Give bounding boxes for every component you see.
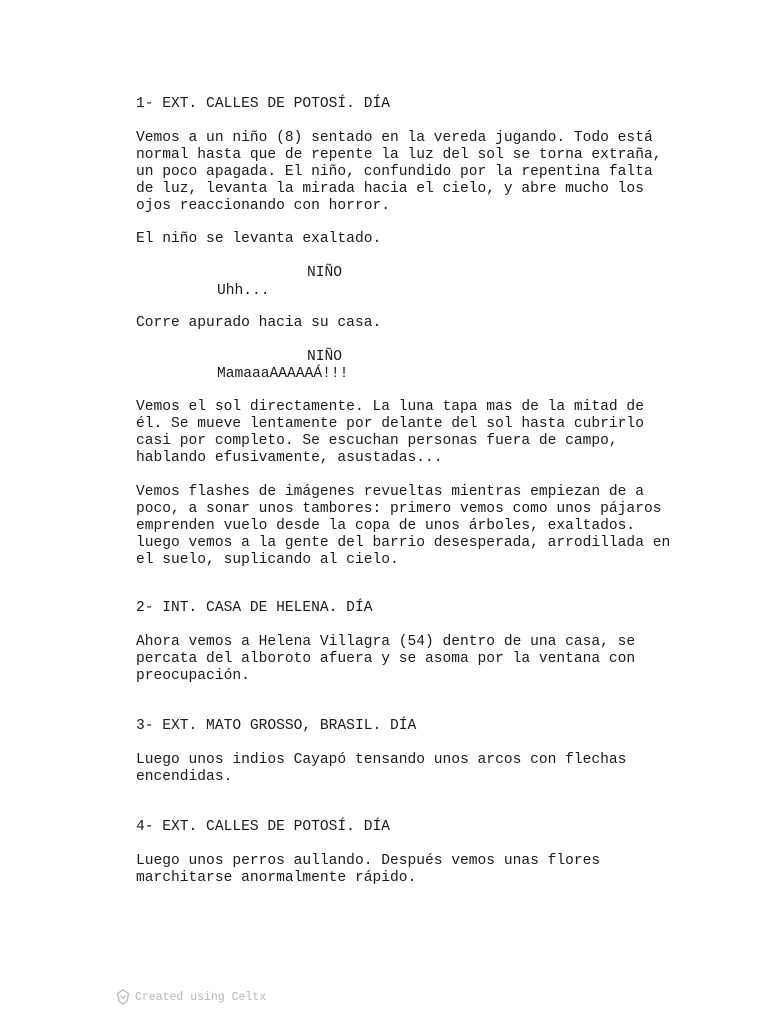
scene-heading-1: 1- EXT. CALLES DE POTOSÍ. DÍA <box>136 96 390 112</box>
action-paragraph: Corre apurado hacia su casa. <box>136 315 382 331</box>
celtx-logo-icon <box>116 989 130 1005</box>
footer-text: Created using Celtx <box>135 990 267 1004</box>
action-paragraph: Ahora vemos a Helena Villagra (54) dentro de una casa, se percata del alboroto afuera y se asoma por la ventana con preocupación. <box>136 634 636 684</box>
action-paragraph: El niño se levanta exaltado. <box>136 231 382 247</box>
action-paragraph: Luego unos indios Cayapó tensando unos arcos con flechas encendidas. <box>136 752 627 785</box>
action-paragraph: Luego unos perros aullando. Después vemos unas flores marchitarse anormalmente rápido. <box>136 853 601 886</box>
action-paragraph: Vemos el sol directamente. La luna tapa mas de la mitad de él. Se mueve lentamente por delante del sol hasta cubrirlo casi por completo. Se escuchan personas fuera de campo, hablando efusivamente, asustadas... <box>136 399 644 466</box>
dialogue: Uhh... <box>217 283 270 299</box>
scene-heading-2: 2- INT. CASA DE HELENA. DÍA <box>136 600 373 616</box>
action-paragraph: Vemos a un niño (8) sentado en la vereda jugando. Todo está normal hasta que de repente la luz del sol se torna extraña, un poco apagada. El niño, confundido por la repentina falta de luz, levanta la mirada hacia el cielo, y abre mucho los ojos reaccionando con horror. <box>136 130 662 214</box>
action-paragraph: Vemos flashes de imágenes revueltas mientras empiezan de a poco, a sonar unos tambores: primero vemos como unos pájaros emprenden vuelo desde la copa de unos árboles, exaltados. luego vemos a la gente del barrio desesperada, arrodillada en el suelo, suplicando al cielo. <box>136 484 671 568</box>
character-name: NIÑO <box>307 349 343 365</box>
scene-heading-4: 4- EXT. CALLES DE POTOSÍ. DÍA <box>136 819 390 835</box>
scene-heading-3: 3- EXT. MATO GROSSO, BRASIL. DÍA <box>136 718 417 734</box>
footer-credit <box>116 988 266 1006</box>
character-name: NIÑO <box>307 265 343 281</box>
dialogue: MamaaaAAAAAÁ!!! <box>217 366 349 382</box>
